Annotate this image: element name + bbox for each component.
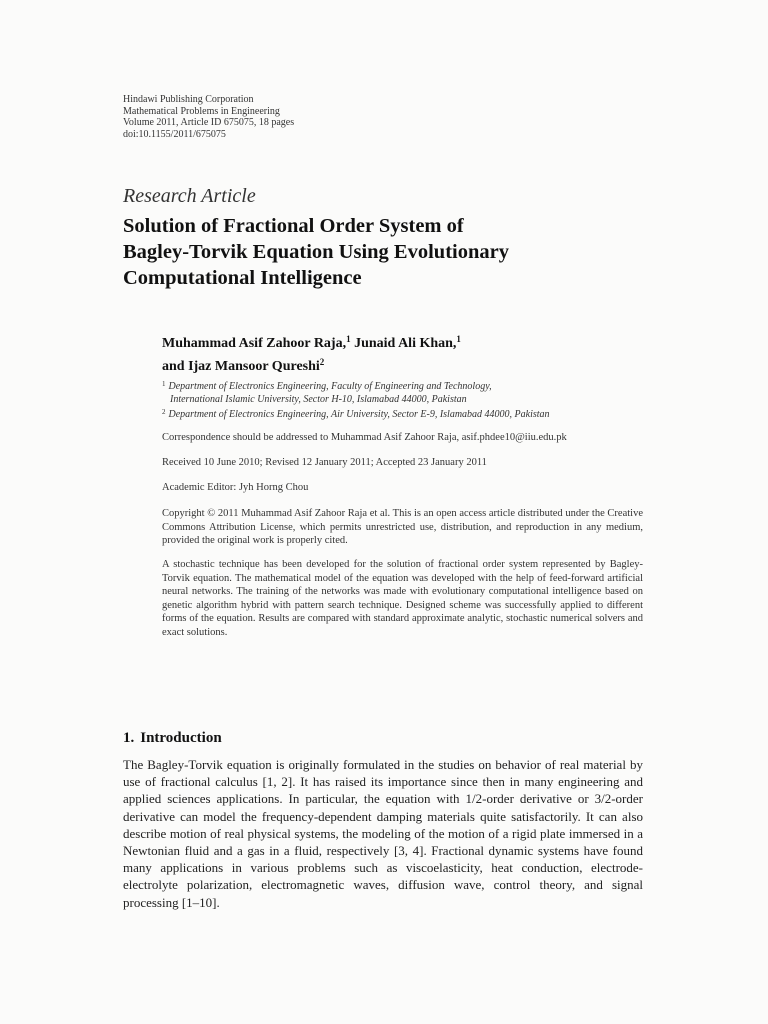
journal-name: Mathematical Problems in Engineering bbox=[123, 105, 280, 117]
paper-title bbox=[123, 213, 683, 291]
publisher-name: Hindawi Publishing Corporation bbox=[123, 94, 254, 105]
author-name: and Ijaz Mansoor Qureshi bbox=[162, 359, 320, 374]
received-dates: Received 10 June 2010; Revised 12 January 2011; Accepted 23 January 2011 bbox=[162, 457, 487, 468]
author-line-1 bbox=[162, 330, 461, 353]
journal-header bbox=[123, 94, 294, 140]
article-type: Research Article bbox=[123, 185, 256, 207]
title-line-1: Solution of Fractional Order System of bbox=[123, 215, 464, 237]
affiliation-text: Department of Electronics Engineering, Air University, Sector E-9, Islamabad 44000, Pakistan bbox=[168, 409, 550, 420]
affiliation-number: 2 bbox=[162, 408, 166, 416]
affiliation-1-line-2: International Islamic University, Sector H-10, Islamabad 44000, Pakistan bbox=[170, 393, 467, 405]
affiliation-marker: 1 bbox=[346, 334, 351, 344]
affiliation-number: 1 bbox=[162, 380, 166, 388]
academic-editor: Academic Editor: Jyh Horng Chou bbox=[162, 482, 309, 493]
doi[interactable]: doi:10.1155/2011/675075 bbox=[123, 128, 226, 140]
author-line-2 bbox=[162, 353, 461, 376]
volume-info: Volume 2011, Article ID 675075, 18 pages bbox=[123, 117, 295, 128]
introduction-paragraph: The Bagley-Torvik equation is originally formulated in the studies on behavior of real material by use of fractional calculus [1, 2]. It has raised its importance since then in many engineering and applied sciences applications. In particular, the equation with 1/2-order derivative or 3/2-order derivative can model the frequency-dependent damping materials quite satisfactorily. It can also describe motion of real physical systems, the modeling of the motion of a rigid plate immersed in a Newtonian fluid and a gas in a fluid, respectively [3, 4]. Fractional dynamic systems have found many applications in various problems such as viscoelasticity, heat conduction, electrode-electrolyte polarization, electromagnetic waves, diffusion wave, control theory, and signal processing [1–10]. bbox=[123, 757, 643, 910]
author-name: Junaid Ali Khan, bbox=[350, 336, 457, 351]
author-list bbox=[162, 330, 461, 376]
affiliation-text: Department of Electronics Engineering, Faculty of Engineering and Technology, bbox=[168, 381, 492, 392]
affiliation-marker: 2 bbox=[319, 357, 325, 367]
correspondence: Correspondence should be addressed to Muhammad Asif Zahoor Raja, asif.phdee10@iiu.edu.pk bbox=[162, 432, 567, 443]
title-line-2: Bagley-Torvik Equation Using Evolutionary bbox=[123, 241, 509, 263]
section-title: Introduction bbox=[140, 730, 222, 746]
affiliation-1-line-1 bbox=[162, 378, 550, 394]
copyright-notice: Copyright © 2011 Muhammad Asif Zahoor Raja et al. This is an open access article distributed under the Creative Commons Attribution License, which permits unrestricted use, distribution, and reproduction in any medium, provided the original work is properly cited. bbox=[162, 508, 643, 546]
author-name: Muhammad Asif Zahoor Raja, bbox=[162, 336, 347, 351]
affiliation-2 bbox=[162, 406, 550, 422]
section-number: 1. bbox=[123, 730, 135, 746]
affiliation-marker: 1 bbox=[456, 334, 461, 344]
title-line-3: Computational Intelligence bbox=[123, 267, 362, 289]
affiliations bbox=[162, 378, 550, 422]
section-heading-introduction bbox=[123, 730, 222, 747]
abstract: A stochastic technique has been developed for the solution of fractional order system represented by Bagley-Torvik equation. The mathematical model of the equation was developed with the help of feed-forward artificial neural networks. The training of the networks was made with evolutionary computational intelligence based on genetic algorithm hybrid with pattern search technique. Designed scheme was successfully applied to different forms of the equation. Results are compared with standard approximate analytic, stochastic numerical solvers and exact solutions. bbox=[162, 559, 643, 638]
